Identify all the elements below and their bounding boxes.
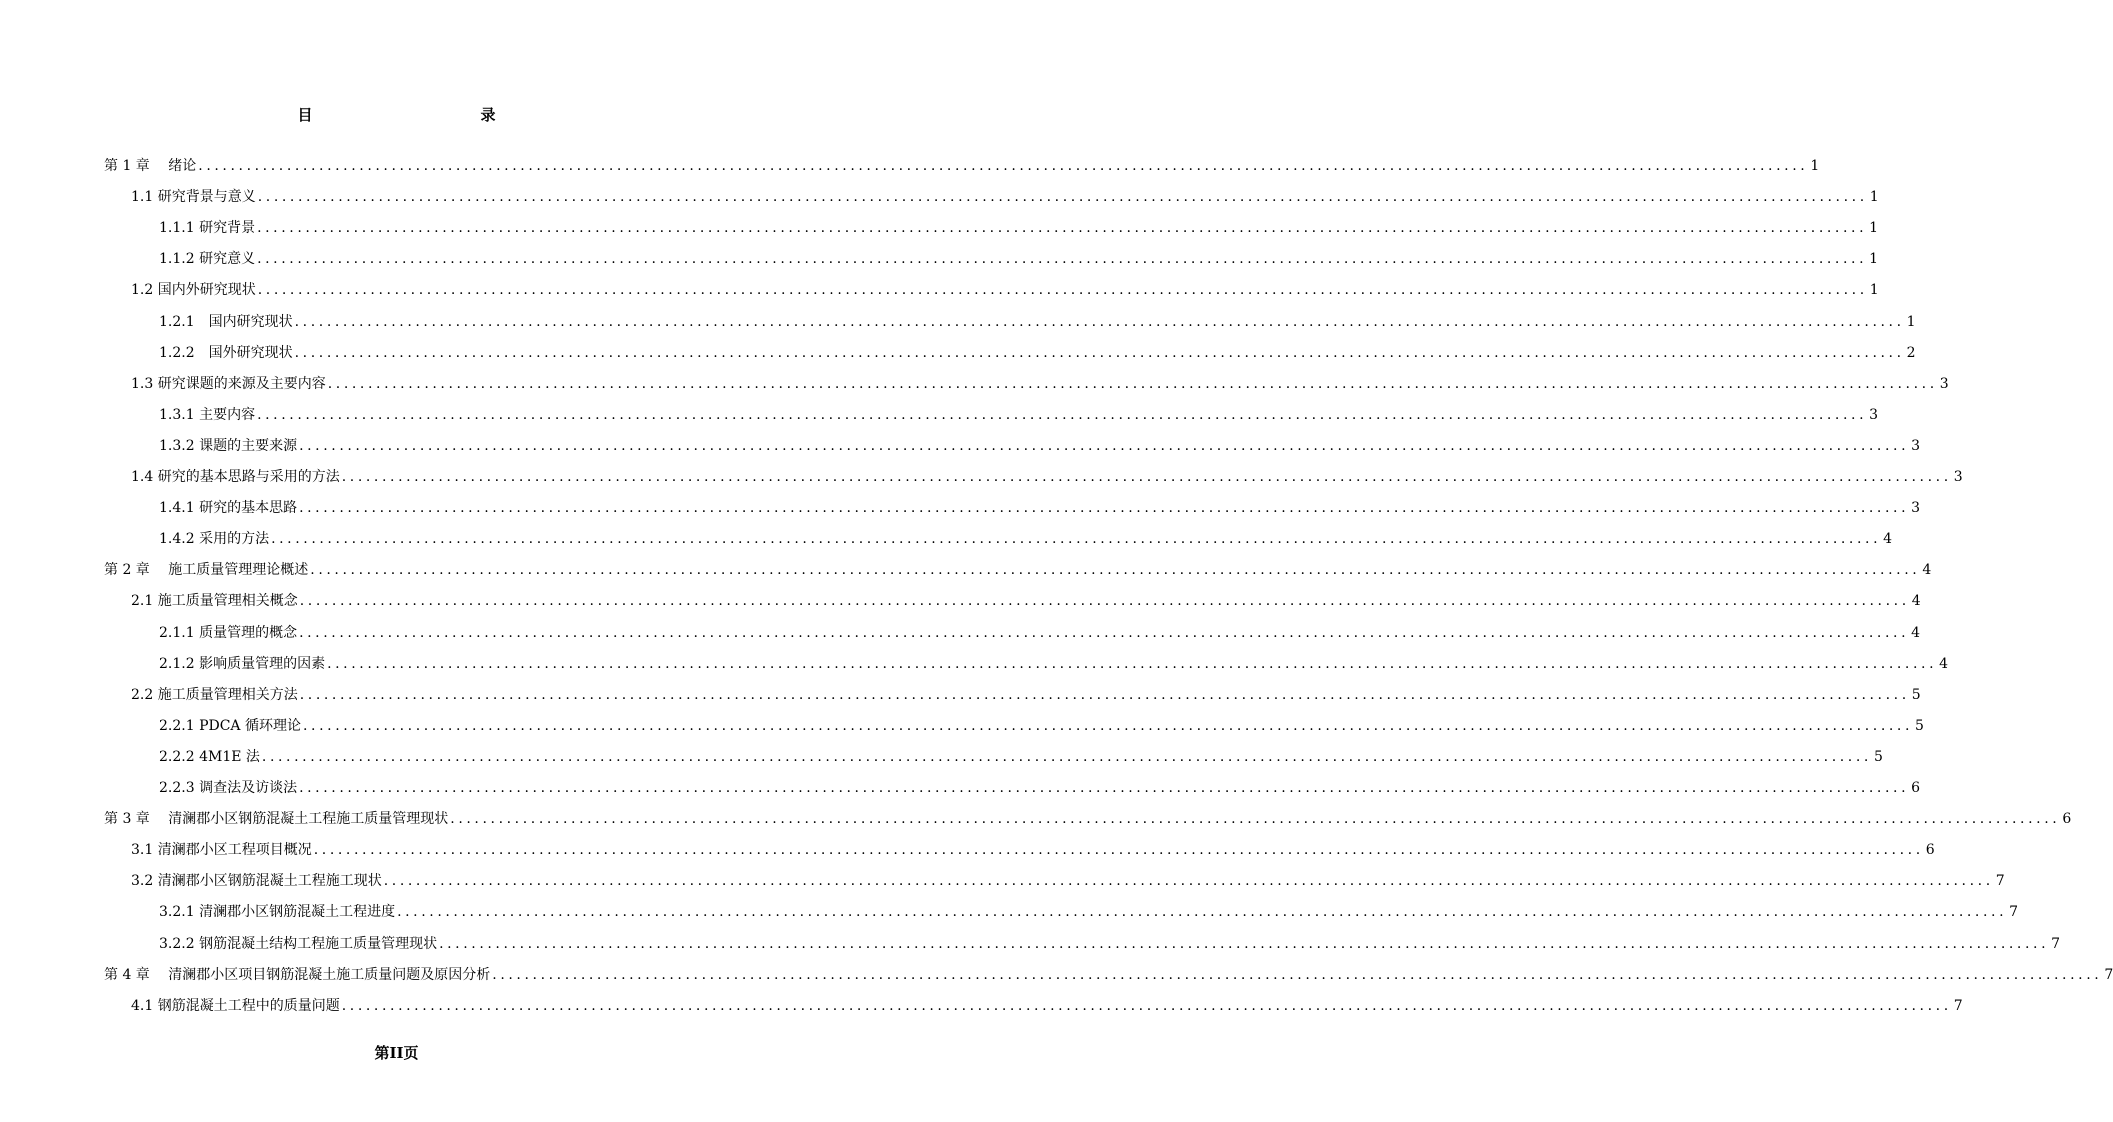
toc-page-number: 3	[1869, 407, 1879, 423]
toc-entry-label: 2.2 施工质量管理相关方法	[131, 687, 298, 703]
toc-page-number: 5	[1911, 687, 1921, 703]
toc-entry-label: 第 1 章 绪论	[104, 158, 197, 174]
toc-entry[interactable]	[159, 650, 1949, 678]
toc-leader-dots: ........................................................................................................................................................................................................	[257, 220, 1868, 236]
toc-entry[interactable]	[159, 930, 2061, 958]
toc-entry[interactable]	[159, 743, 1883, 771]
toc-entry[interactable]	[131, 587, 1921, 615]
toc-leader-dots: ........................................................................................................................................................................................................	[299, 438, 1910, 454]
toc-page-number: 3	[1953, 469, 1963, 485]
toc-entry[interactable]	[159, 214, 1879, 242]
toc-page-number: 4	[1911, 625, 1921, 641]
toc-entry-label: 3.1 清澜郡小区工程项目概况	[131, 842, 312, 858]
toc-entry-label: 1.2.1 国内研究现状	[159, 314, 293, 330]
toc-entry[interactable]	[131, 463, 1963, 491]
toc-leader-dots: ........................................................................................................................................................................................................	[299, 500, 1910, 516]
toc-leader-dots: ........................................................................................................................................................................................................	[271, 531, 1882, 547]
toc-title: 目 录	[297, 106, 542, 124]
toc-entry[interactable]	[104, 805, 2072, 833]
toc-entry-label: 1.4.2 采用的方法	[159, 531, 270, 547]
toc-leader-dots: ........................................................................................................................................................................................................	[383, 873, 1994, 889]
toc-entry-label: 1.1.2 研究意义	[159, 251, 256, 267]
toc-entry[interactable]	[159, 898, 2019, 926]
toc-entry[interactable]	[159, 774, 1921, 802]
toc-page-number: 1	[1869, 220, 1879, 236]
toc-entry-label: 2.2.2 4M1E 法	[159, 749, 260, 765]
toc-leader-dots: ........................................................................................................................................................................................................	[299, 687, 1910, 703]
toc-page-number: 6	[1925, 842, 1935, 858]
toc-entry[interactable]	[131, 183, 1879, 211]
toc-entry[interactable]	[104, 961, 2113, 989]
toc-page-number: 1	[1869, 282, 1879, 298]
toc-page-number: 6	[1911, 780, 1921, 796]
toc-page-number: 7	[2104, 967, 2113, 983]
toc-leader-dots: ........................................................................................................................................................................................................	[299, 625, 1910, 641]
toc-leader-dots: ........................................................................................................................................................................................................	[341, 998, 1952, 1014]
toc-page-number: 3	[1939, 376, 1949, 392]
toc-page-number: 1	[1906, 314, 1916, 330]
toc-page-number: 5	[1873, 749, 1883, 765]
toc-entry-label: 1.2.2 国外研究现状	[159, 345, 293, 361]
toc-page-number: 5	[1915, 718, 1924, 734]
toc-entry-label: 2.2.3 调查法及访谈法	[159, 780, 298, 796]
toc-leader-dots: ........................................................................................................................................................................................................	[327, 656, 1938, 672]
toc-entry[interactable]	[159, 432, 1921, 460]
toc-entry-label: 1.3.2 课题的主要来源	[159, 438, 298, 454]
toc-page-number: 7	[1995, 873, 2005, 889]
toc-leader-dots: ........................................................................................................................................................................................................	[327, 376, 1938, 392]
toc-page-number: 4	[1883, 531, 1893, 547]
toc-page-number: 6	[2062, 811, 2072, 827]
toc-entry-label: 第 4 章 清澜郡小区项目钢筋混凝土施工质量问题及原因分析	[104, 967, 491, 983]
toc-entry[interactable]	[131, 992, 1963, 1020]
toc-entry-label: 1.1 研究背景与意义	[131, 189, 256, 205]
toc-entry[interactable]	[131, 276, 1879, 304]
toc-leader-dots: ........................................................................................................................................................................................................	[397, 904, 2008, 920]
toc-entry[interactable]	[131, 370, 1949, 398]
toc-entry-label: 2.1 施工质量管理相关概念	[131, 593, 298, 609]
toc-leader-dots: ........................................................................................................................................................................................................	[450, 811, 2061, 827]
toc-entry[interactable]	[131, 681, 1921, 709]
toc-entry-label: 3.2.2 钢筋混凝土结构工程施工质量管理现状	[159, 936, 438, 952]
page-footer: 第II页	[374, 1044, 419, 1062]
toc-leader-dots: ........................................................................................................................................................................................................	[261, 749, 1872, 765]
toc-entry[interactable]	[131, 867, 2005, 895]
toc-leader-dots: ........................................................................................................................................................................................................	[492, 967, 2103, 983]
toc-entry-label: 第 2 章 施工质量管理理论概述	[104, 562, 309, 578]
toc-entry-label: 2.1.1 质量管理的概念	[159, 625, 298, 641]
toc-page-number: 7	[1953, 998, 1963, 1014]
toc-entry-label: 1.4.1 研究的基本思路	[159, 500, 298, 516]
toc-entry-label: 1.3.1 主要内容	[159, 407, 256, 423]
toc-entry-label: 1.1.1 研究背景	[159, 220, 256, 236]
toc-page-number: 1	[1869, 251, 1879, 267]
toc-leader-dots: ........................................................................................................................................................................................................	[303, 718, 1914, 734]
toc-entry-label: 3.2 清澜郡小区钢筋混凝土工程施工现状	[131, 873, 382, 889]
toc-leader-dots: ........................................................................................................................................................................................................	[341, 469, 1952, 485]
toc-leader-dots: ........................................................................................................................................................................................................	[310, 562, 1921, 578]
toc-leader-dots: ........................................................................................................................................................................................................	[299, 593, 1910, 609]
toc-entry[interactable]	[159, 619, 1921, 647]
toc-page-number: 3	[1911, 438, 1921, 454]
toc-page-number: 7	[2009, 904, 2019, 920]
toc-entry[interactable]	[104, 556, 1932, 584]
toc-entry[interactable]	[159, 245, 1879, 273]
toc-entry[interactable]	[159, 525, 1893, 553]
toc-entry[interactable]	[159, 712, 1924, 740]
toc-entry-label: 1.4 研究的基本思路与采用的方法	[131, 469, 340, 485]
toc-page-number: 7	[2051, 936, 2061, 952]
toc-entry-label: 3.2.1 清澜郡小区钢筋混凝土工程进度	[159, 904, 396, 920]
toc-page-number: 4	[1922, 562, 1932, 578]
toc-leader-dots: ........................................................................................................................................................................................................	[439, 936, 2050, 952]
toc-leader-dots: ........................................................................................................................................................................................................	[313, 842, 1924, 858]
toc-entry[interactable]	[159, 494, 1921, 522]
toc-entry-label: 第 3 章 清澜郡小区钢筋混凝土工程施工质量管理现状	[104, 811, 449, 827]
toc-entry[interactable]	[104, 152, 1820, 180]
toc-page-number: 1	[1810, 158, 1820, 174]
toc-page-number: 4	[1939, 656, 1949, 672]
toc-leader-dots: ........................................................................................................................................................................................................	[257, 189, 1868, 205]
toc-page-number: 4	[1911, 593, 1921, 609]
toc-page-number: 2	[1906, 345, 1916, 361]
toc-entry-label: 2.2.1 PDCA 循环理论	[159, 718, 301, 734]
toc-leader-dots: ........................................................................................................................................................................................................	[257, 251, 1868, 267]
toc-entry[interactable]	[159, 401, 1879, 429]
toc-page-number: 1	[1869, 189, 1879, 205]
toc-page-number: 3	[1911, 500, 1921, 516]
toc-entry-label: 1.3 研究课题的来源及主要内容	[131, 376, 326, 392]
toc-entry-label: 4.1 钢筋混凝土工程中的质量问题	[131, 998, 340, 1014]
toc-entry-label: 2.1.2 影响质量管理的因素	[159, 656, 326, 672]
toc-leader-dots: ........................................................................................................................................................................................................	[257, 282, 1868, 298]
toc-entry[interactable]	[159, 308, 1916, 336]
toc-leader-dots: ........................................................................................................................................................................................................	[294, 345, 1905, 361]
toc-leader-dots: ........................................................................................................................................................................................................	[257, 407, 1868, 423]
toc-leader-dots: ........................................................................................................................................................................................................	[299, 780, 1910, 796]
toc-leader-dots: ........................................................................................................................................................................................................	[294, 314, 1905, 330]
toc-entry[interactable]	[131, 836, 1935, 864]
toc-leader-dots: ........................................................................................................................................................................................................	[198, 158, 1809, 174]
toc-entry[interactable]	[159, 339, 1916, 367]
toc-entry-label: 1.2 国内外研究现状	[131, 282, 256, 298]
